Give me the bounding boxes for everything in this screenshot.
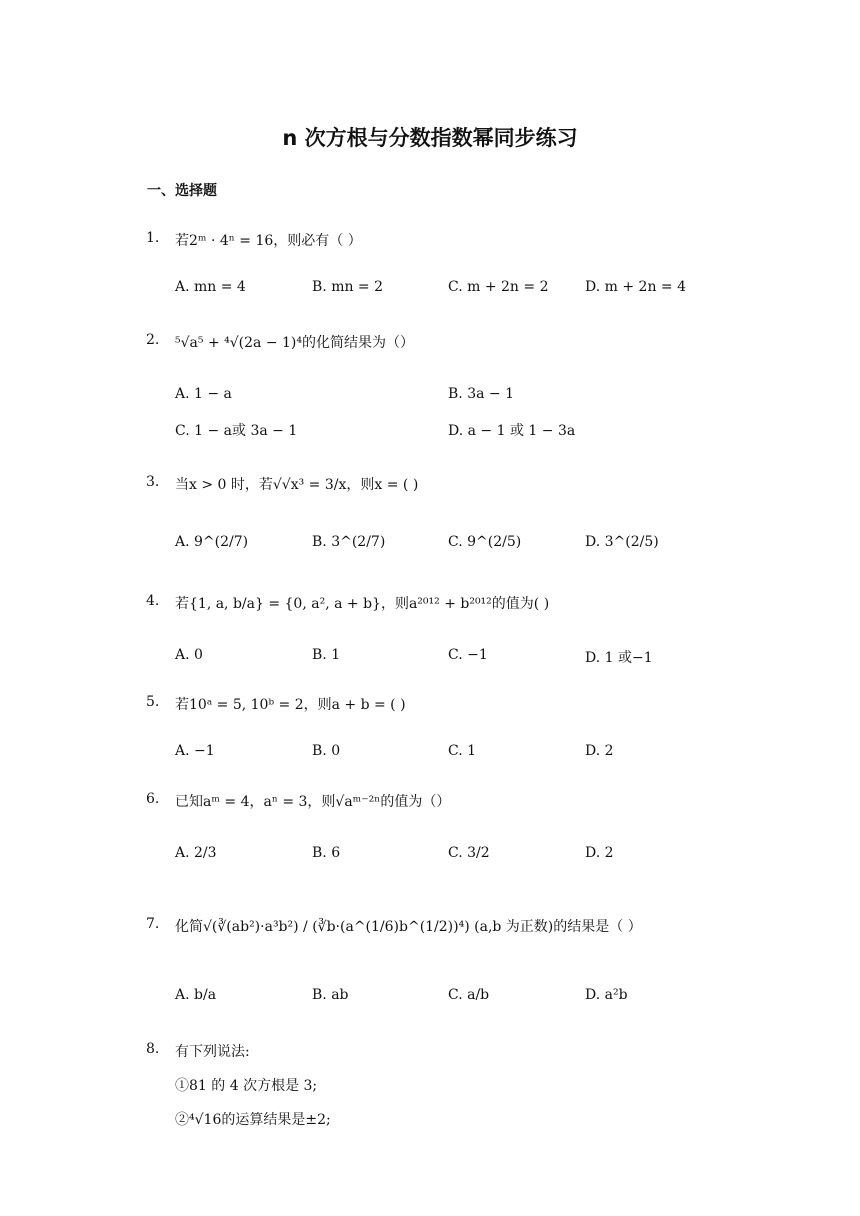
question-stem: ⁵√a⁵ + ⁴√(2a − 1)⁴的化简结果为（） xyxy=(175,335,414,351)
option-c: C. 1 − a或 3a − 1 xyxy=(175,423,298,439)
option-b: B. 1 xyxy=(312,647,341,663)
page-title: n 次方根与分数指数幂同步练习 xyxy=(282,126,578,150)
option-b: B. 0 xyxy=(312,743,341,759)
option-d: D. 3^(2/5) xyxy=(585,534,659,550)
question-stem: 若{1, a, b/a} = {0, a², a + b}，则a²⁰¹² + b²⁰¹²的值为( ) xyxy=(175,596,550,612)
statement-1: ①81 的 4 次方根是 3; xyxy=(175,1078,318,1094)
option-d: D. 2 xyxy=(585,743,614,759)
question-number: 1. xyxy=(146,230,160,246)
question-number: 2. xyxy=(146,332,160,348)
question-stem: 化简√(∛(ab²)·a³b²) / (∛b·(a^(1/6)b^(1/2))⁴) (a,b 为正数)的结果是（ ） xyxy=(175,919,642,935)
question-stem: 若10ᵃ = 5, 10ᵇ = 2，则a + b = ( ) xyxy=(175,697,406,713)
option-b: B. ab xyxy=(312,987,349,1003)
option-b: B. 3a − 1 xyxy=(448,386,514,402)
question-number: 8. xyxy=(146,1041,160,1057)
question-number: 4. xyxy=(146,593,160,609)
option-c: C. m + 2n = 2 xyxy=(448,279,549,295)
question-stem: 若2ᵐ · 4ⁿ = 16，则必有（ ） xyxy=(175,233,362,249)
option-d: D. a²b xyxy=(585,987,628,1003)
question-stem: 有下列说法: xyxy=(175,1044,250,1060)
option-b: B. 3^(2/7) xyxy=(312,534,386,550)
statement-2: ②⁴√16的运算结果是±2; xyxy=(175,1112,331,1128)
option-a: A. 9^(2/7) xyxy=(175,534,249,550)
option-c: C. a/b xyxy=(448,987,490,1003)
option-d: D. m + 2n = 4 xyxy=(585,279,686,295)
option-d: D. 2 xyxy=(585,845,614,861)
option-b: B. mn = 2 xyxy=(312,279,384,295)
option-a: A. −1 xyxy=(175,743,215,759)
question-number: 3. xyxy=(146,474,160,490)
option-d: D. 1 或−1 xyxy=(585,650,653,666)
option-c: C. 1 xyxy=(448,743,477,759)
option-b: B. 6 xyxy=(312,845,341,861)
option-a: A. b/a xyxy=(175,987,217,1003)
option-c: C. 3/2 xyxy=(448,845,490,861)
option-a: A. 2/3 xyxy=(175,845,217,861)
question-number: 7. xyxy=(146,916,160,932)
option-a: A. 0 xyxy=(175,647,203,663)
option-d: D. a − 1 或 1 − 3a xyxy=(448,423,576,439)
option-c: C. 9^(2/5) xyxy=(448,534,522,550)
option-a: A. 1 − a xyxy=(175,386,232,402)
option-c: C. −1 xyxy=(448,647,488,663)
question-stem: 已知aᵐ = 4，aⁿ = 3，则√aᵐ⁻²ⁿ的值为（） xyxy=(175,794,451,810)
section-heading: 一、选择题 xyxy=(147,183,217,199)
question-stem: 当x > 0 时，若√√x³ = 3/x，则x = ( ) xyxy=(175,477,419,493)
question-number: 5. xyxy=(146,694,160,710)
option-a: A. mn = 4 xyxy=(175,279,246,295)
question-number: 6. xyxy=(146,791,160,807)
